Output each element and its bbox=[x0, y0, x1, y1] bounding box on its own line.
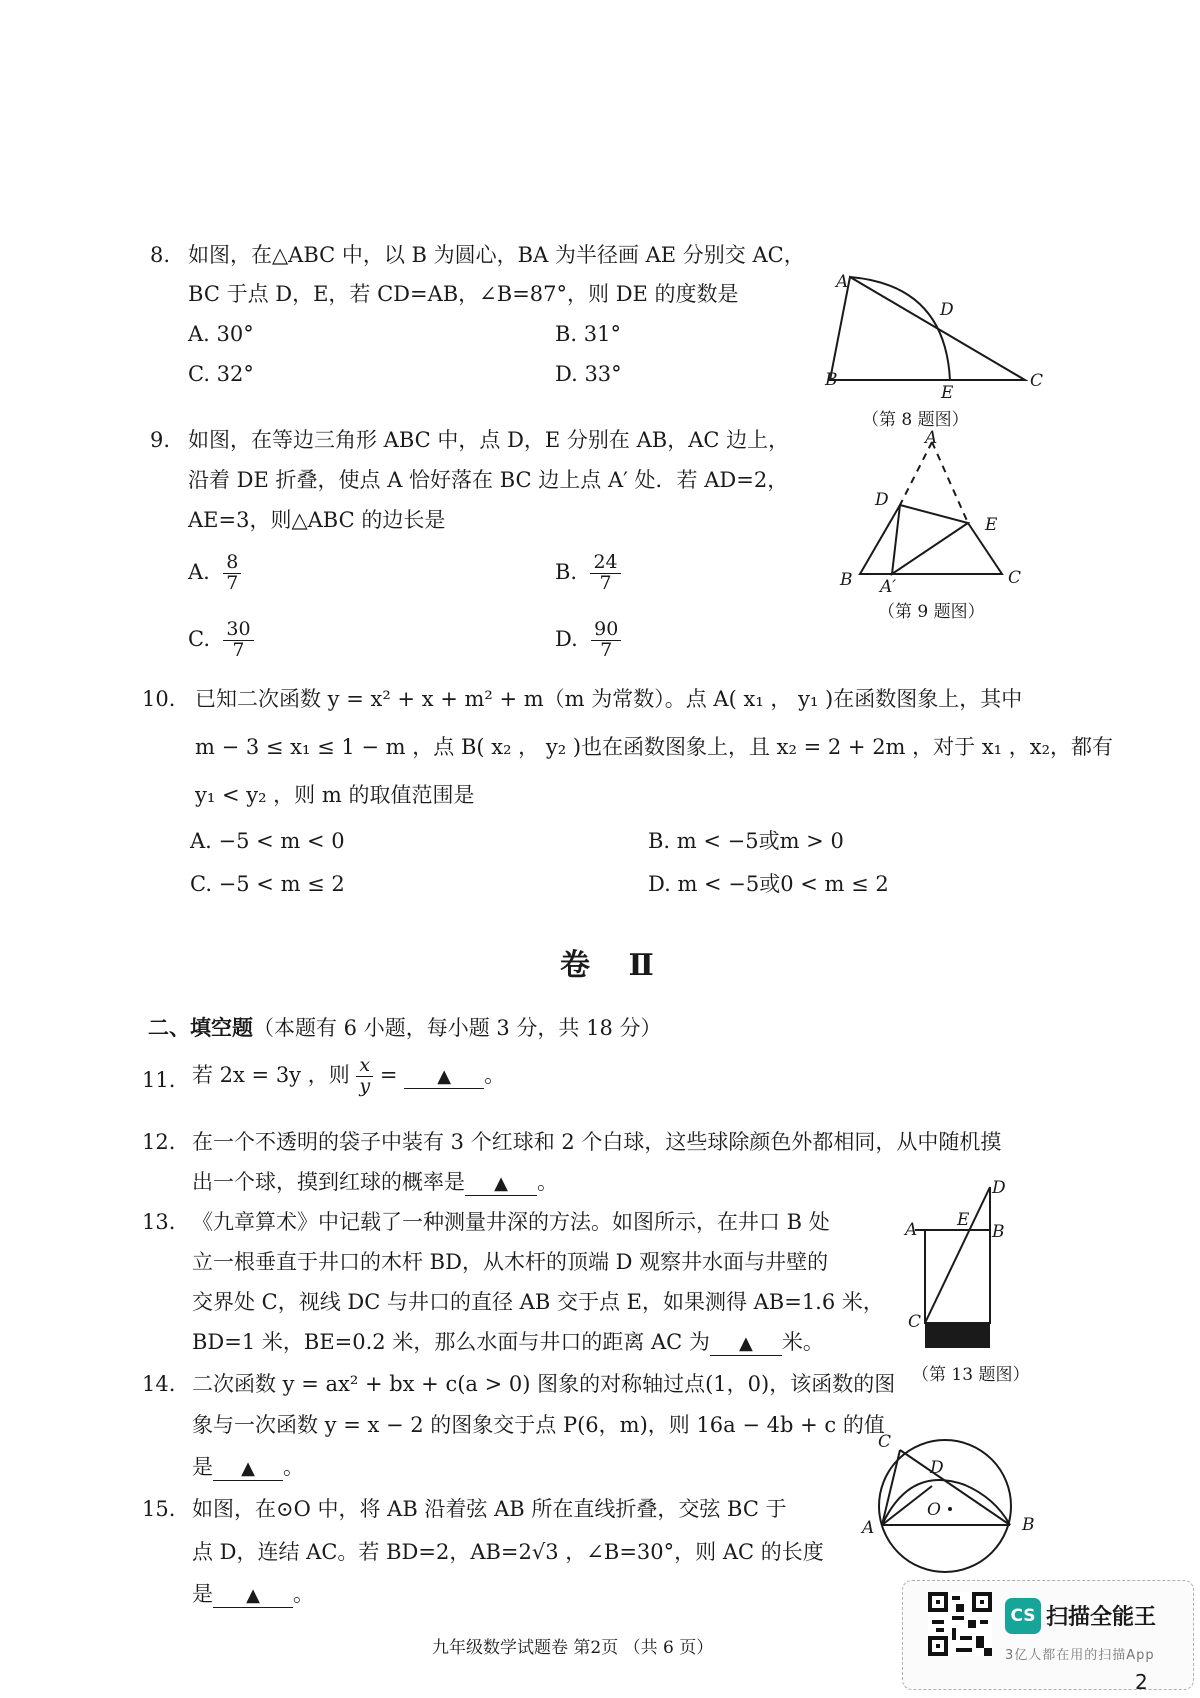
q8-option-b: B. 31° bbox=[555, 322, 622, 346]
q14-text-line1: 二次函数 y = ax² + bx + c(a > 0) 图象的对称轴过点(1，0)，该函数的图 bbox=[192, 1372, 896, 1396]
section-two-heading: 二、填空题（本题有 6 小题，每小题 3 分，共 18 分） bbox=[148, 1015, 662, 1040]
q15-label-c: C bbox=[878, 1432, 892, 1452]
q8-number: 8. bbox=[150, 243, 171, 267]
q9-text-line3: AE=3，则△ABC 的边长是 bbox=[188, 508, 446, 532]
q13-caption: （第 13 题图） bbox=[912, 1365, 1030, 1385]
q9-label-e: E bbox=[985, 515, 998, 535]
q15-text-line2: 点 D，连结 AC。若 BD=2，AB=2√3 ，∠B=30°，则 AC 的长度 bbox=[192, 1540, 824, 1564]
q8-label-e: E bbox=[941, 383, 954, 403]
qr-code-icon bbox=[928, 1592, 992, 1656]
q9-label-a: A bbox=[925, 428, 938, 448]
q9-option-d: D. $\frac{90}{7}$ bbox=[555, 620, 621, 661]
q10-number: 10. bbox=[142, 687, 176, 711]
q9-text-line2: 沿着 DE 折叠，使点 A 恰好落在 BC 边上点 A′ 处．若 AD=2， bbox=[188, 468, 789, 492]
q13-label-a: A bbox=[905, 1220, 918, 1240]
q10-option-c: C. −5 < m ≤ 2 bbox=[190, 872, 345, 896]
q8-label-a: A bbox=[836, 272, 849, 292]
q8-label-c: C bbox=[1030, 371, 1044, 391]
q13-label-e: E bbox=[957, 1210, 970, 1230]
q14-text-line3: 是 ▲ 。 bbox=[192, 1455, 304, 1481]
q8-option-c: C. 32° bbox=[188, 362, 254, 386]
q12-text-line2: 出一个球，摸到红球的概率是 ▲ 。 bbox=[192, 1170, 558, 1196]
q14-text-line2: 象与一次函数 y = x − 2 的图象交于点 P(6，m)，则 16a − 4b + c 的值 bbox=[192, 1413, 885, 1437]
q12-answer-blank-icon: ▲ bbox=[494, 1173, 508, 1194]
q9-option-c: C. $\frac{30}{7}$ bbox=[188, 620, 254, 661]
q11-text: 若 2x = 3y ，则 $\frac{x}{y}$ = ▲ 。 bbox=[192, 1054, 506, 1097]
q10-text-line1: 已知二次函数 y = x² + x + m² + m（m 为常数）。点 A( x₁ ， y₁ )在函数图象上，其中 bbox=[195, 687, 1023, 711]
q12-number: 12. bbox=[142, 1130, 176, 1154]
q8-text-line1: 如图，在△ABC 中，以 B 为圆心，BA 为半径画 AE 分别交 AC， bbox=[188, 243, 805, 267]
q15-number: 15. bbox=[142, 1497, 176, 1521]
q15-label-b: B bbox=[1022, 1515, 1035, 1535]
scanner-app-title: 扫描全能王 bbox=[1046, 1605, 1157, 1630]
q9-number: 9. bbox=[150, 428, 171, 452]
q9-figure bbox=[850, 440, 1020, 580]
q13-number: 13. bbox=[142, 1210, 176, 1234]
q10-option-a: A. −5 < m < 0 bbox=[190, 829, 345, 853]
q15-figure bbox=[870, 1430, 1030, 1590]
q8-figure bbox=[820, 265, 1050, 385]
q9-label-d: D bbox=[875, 490, 889, 510]
q9-text-line1: 如图，在等边三角形 ABC 中，点 D，E 分别在 AB，AC 边上， bbox=[188, 428, 790, 452]
q13-text-line3: 交界处 C，视线 DC 与井口的直径 AB 交于点 E，如果测得 AB=1.6 米， bbox=[192, 1290, 884, 1314]
q10-option-b: B. m < −5或m > 0 bbox=[648, 829, 844, 853]
cs-logo-icon: CS bbox=[1005, 1598, 1041, 1634]
q13-label-c: C bbox=[908, 1312, 922, 1332]
part-two-title: 卷 Ⅱ bbox=[560, 948, 668, 983]
q9-option-a: A. $\frac{8}{7}$ bbox=[188, 553, 241, 594]
q11-number: 11. bbox=[142, 1068, 176, 1092]
q15-text-line3: 是 ▲ 。 bbox=[192, 1582, 314, 1608]
q15-text-line1: 如图，在⊙O 中，将 AB 沿着弦 AB 所在直线折叠，交弦 BC 于 bbox=[192, 1497, 787, 1521]
q15-label-a: A bbox=[862, 1518, 875, 1538]
q11-answer-blank-icon: ▲ bbox=[437, 1065, 452, 1087]
q8-caption: （第 8 题图） bbox=[862, 410, 969, 430]
q14-number: 14. bbox=[142, 1372, 176, 1396]
q15-answer-blank-icon: ▲ bbox=[246, 1585, 260, 1606]
q8-option-d: D. 33° bbox=[555, 362, 622, 386]
q8-option-a: A. 30° bbox=[188, 322, 254, 346]
q13-text-line4: BD=1 米，BE=0.2 米，那么水面与井口的距离 AC 为 ▲ 米。 bbox=[192, 1330, 824, 1356]
q9-label-b: B bbox=[840, 570, 853, 590]
q10-text-line3: y₁ < y₂ ，则 m 的取值范围是 bbox=[195, 783, 475, 807]
q13-label-b: B bbox=[992, 1222, 1005, 1242]
q13-answer-blank-icon: ▲ bbox=[739, 1333, 753, 1354]
scanner-app-subtitle: 3亿人都在用的扫描App bbox=[1005, 1648, 1155, 1663]
page-mark: 2 bbox=[1135, 1670, 1148, 1694]
q8-label-b: B bbox=[825, 370, 838, 390]
q15-label-d: D bbox=[930, 1458, 944, 1478]
q9-label-a-prime: A′ bbox=[880, 577, 897, 597]
q13-text-line2: 立一根垂直于井口的木杆 BD，从木杆的顶端 D 观察井水面与井壁的 bbox=[192, 1250, 829, 1274]
q9-caption: （第 9 题图） bbox=[878, 602, 985, 622]
q9-option-b: B. $\frac{24}{7}$ bbox=[555, 553, 621, 594]
q15-label-o: O bbox=[927, 1500, 941, 1520]
q8-text-line2: BC 于点 D，E，若 CD=AB，∠B=87°，则 DE 的度数是 bbox=[188, 282, 739, 306]
page-footer: 九年级数学试题卷 第2页 （共 6 页） bbox=[432, 1638, 714, 1658]
q8-label-d: D bbox=[940, 300, 954, 320]
q13-text-line1: 《九章算术》中记载了一种测量井深的方法。如图所示，在井口 B 处 bbox=[192, 1210, 830, 1234]
q10-option-d: D. m < −5或0 < m ≤ 2 bbox=[648, 872, 889, 896]
q9-label-c: C bbox=[1008, 568, 1022, 588]
q13-label-d: D bbox=[992, 1178, 1006, 1198]
q12-text-line1: 在一个不透明的袋子中装有 3 个红球和 2 个白球，这些球除颜色外都相同，从中随机摸 bbox=[192, 1130, 1002, 1154]
q14-answer-blank-icon: ▲ bbox=[241, 1458, 255, 1479]
q10-text-line2: m − 3 ≤ x₁ ≤ 1 − m ，点 B( x₂ ， y₂ )也在函数图象上，且 x₂ = 2 + 2m ，对于 x₁ ，x₂，都有 bbox=[195, 735, 1114, 759]
